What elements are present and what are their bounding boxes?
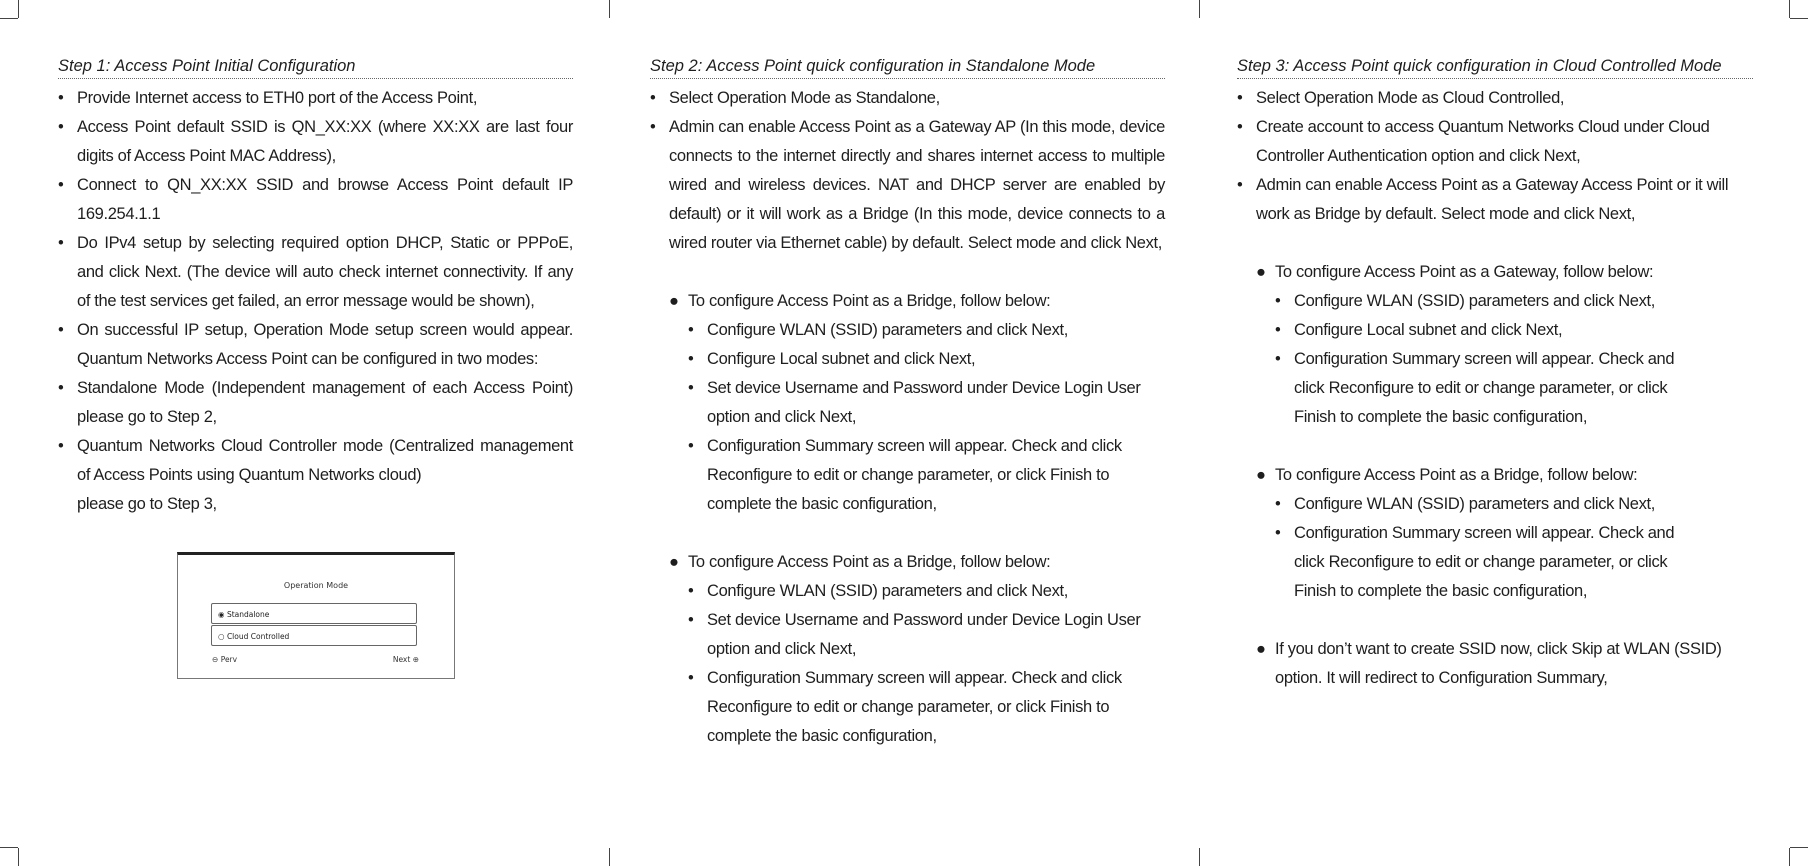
list-item: • Configure WLAN (SSID) parameters and click Next,	[1275, 490, 1685, 519]
list-item: • Set device Username and Password under Device Login User option and click Next,	[688, 606, 1165, 664]
arrow-left-icon: ⊖	[212, 655, 219, 664]
group-header	[1256, 258, 1753, 287]
option-label: Standalone	[226, 610, 270, 619]
step1-list	[58, 84, 573, 374]
crop-mark	[1790, 847, 1808, 848]
group-header-text: To configure Access Point as a Bridge, follow below:	[688, 553, 1051, 571]
step2-section	[650, 55, 1165, 751]
list-item: • Select Operation Mode as Standalone,	[650, 84, 1165, 113]
bullet-dot-icon: ●	[1256, 640, 1266, 658]
standalone-option	[211, 603, 417, 624]
list-item: • Provide Internet access to ETH0 port of the Access Point,	[58, 84, 573, 113]
step1-section	[58, 55, 573, 519]
list-item: • Configure WLAN (SSID) parameters and click Next,	[688, 577, 1165, 606]
bullet-dot-icon: ●	[669, 553, 679, 571]
list-item: • Create account to access Quantum Networks Cloud under Cloud Controller Authentication option and click Next,	[1237, 113, 1737, 171]
group-header	[669, 287, 1165, 316]
list-item: • Admin can enable Access Point as a Gateway AP (In this mode, device connects to the internet directly and shares internet access to multiple wired and wireless devices. NAT and DHCP server are enabled by default) or it will work as a Bridge (In this mode, device connects to a wired router via Ethernet cable) by default. Select mode and click Next,	[650, 113, 1165, 258]
list-item: • Standalone Mode (Independent management of each Access Point) please go to Step 2,	[58, 374, 573, 432]
step2-list	[650, 84, 1165, 258]
prev-label: Perv	[220, 655, 238, 664]
modes-continuation: please go to Step 3,	[77, 495, 217, 513]
step3-section	[1237, 55, 1753, 693]
bullet-dot-icon: ●	[1256, 263, 1266, 281]
list-item: • Configure Local subnet and click Next,	[688, 345, 1165, 374]
list-item: • Quantum Networks Cloud Controller mode (Centralized management of Access Points using Quantum Networks cloud)	[58, 432, 573, 490]
list-item: • Configuration Summary screen will appear. Check and click Reconfigure to edit or change parameter, or click Finish to complete the basic configuration,	[688, 664, 1165, 751]
step2-groupB-list	[688, 577, 1165, 751]
step2-heading: Step 2: Access Point quick configuration in Standalone Mode	[650, 55, 1165, 79]
step1-heading: Step 1: Access Point Initial Configuration	[58, 55, 573, 79]
radio-unselected-icon: ○	[218, 632, 225, 641]
dialog-title: Operation Mode	[283, 581, 349, 590]
list-item: • Configuration Summary screen will appear. Check and click Reconfigure to edit or change parameter, or click Finish to complete the basic configuration,	[688, 432, 1165, 519]
crop-mark	[609, 848, 610, 866]
step2-groupA-list	[688, 316, 1165, 519]
bullet-dot-icon: ●	[1256, 466, 1266, 484]
list-item: • Configure WLAN (SSID) parameters and click Next,	[688, 316, 1165, 345]
list-item: • Connect to QN_XX:XX SSID and browse Access Point default IP 169.254.1.1	[58, 171, 573, 229]
crop-mark	[1789, 848, 1790, 866]
step1-modes-list	[58, 374, 573, 490]
crop-mark	[1789, 0, 1790, 18]
step3-heading: Step 3: Access Point quick configuration in Cloud Controlled Mode	[1237, 55, 1753, 79]
crop-mark	[1199, 848, 1200, 866]
arrow-right-icon: ⊕	[412, 655, 419, 664]
list-item: • Configuration Summary screen will appear. Check and click Reconfigure to edit or change parameter, or click Finish to complete the basic configuration,	[1275, 345, 1685, 432]
list-item: • On successful IP setup, Operation Mode setup screen would appear. Quantum Networks Access Point can be configured in two modes:	[58, 316, 573, 374]
step3-groupB-list	[1275, 490, 1685, 606]
crop-mark	[18, 0, 19, 18]
bullet-dot-icon: ●	[669, 292, 679, 310]
group-header-text: To configure Access Point as a Bridge, follow below:	[688, 292, 1051, 310]
crop-mark	[0, 18, 18, 19]
step3-list	[1237, 84, 1737, 229]
cloud-controlled-option	[211, 625, 417, 646]
crop-mark	[1790, 18, 1808, 19]
next-label: Next	[392, 655, 411, 664]
crop-mark	[609, 0, 610, 18]
crop-mark	[18, 848, 19, 866]
group-header-text: To configure Access Point as a Gateway, follow below:	[1275, 263, 1654, 281]
list-item: • Admin can enable Access Point as a Gateway Access Point or it will work as Bridge by default. Select mode and click Next,	[1237, 171, 1737, 229]
list-item: • Access Point default SSID is QN_XX:XX (where XX:XX are last four digits of Access Point MAC Address),	[58, 113, 573, 171]
note-text: If you don’t want to create SSID now, click Skip at WLAN (SSID) option. It will redirect to Configuration Summary,	[1275, 640, 1722, 687]
group-header-text: To configure Access Point as a Bridge, follow below:	[1275, 466, 1638, 484]
crop-mark	[0, 847, 18, 848]
group-header	[1256, 461, 1753, 490]
step3-groupA-list	[1275, 287, 1685, 432]
skip-ssid-note	[1256, 635, 1745, 693]
list-item: • Do IPv4 setup by selecting required option DHCP, Static or PPPoE, and click Next. (The device will auto check internet connectivity. If any of the test services get failed, an error message would be shown),	[58, 229, 573, 316]
list-item: • Select Operation Mode as Cloud Controlled,	[1237, 84, 1737, 113]
crop-mark	[1199, 0, 1200, 18]
list-item: • Configure Local subnet and click Next,	[1275, 316, 1685, 345]
operation-mode-dialog-image	[177, 552, 455, 679]
list-item: • Configuration Summary screen will appear. Check and click Reconfigure to edit or change parameter, or click Finish to complete the basic configuration,	[1275, 519, 1685, 606]
list-item: • Configure WLAN (SSID) parameters and click Next,	[1275, 287, 1685, 316]
group-header	[669, 548, 1165, 577]
radio-selected-icon: ◉	[218, 610, 225, 619]
prev-nav	[212, 655, 237, 664]
option-label: Cloud Controlled	[226, 632, 290, 641]
next-nav	[393, 655, 419, 664]
list-item: • Set device Username and Password under Device Login User option and click Next,	[688, 374, 1165, 432]
